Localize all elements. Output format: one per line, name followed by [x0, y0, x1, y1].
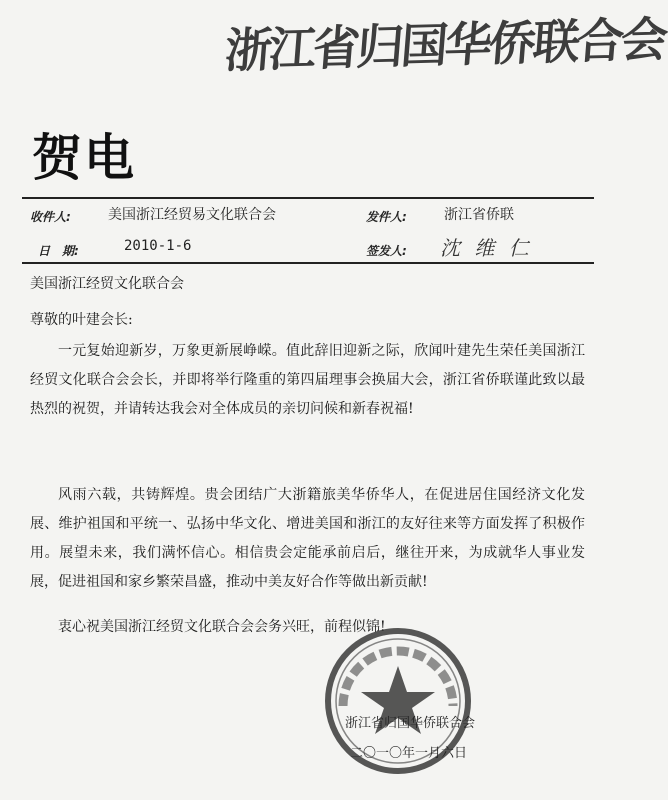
- signer-signature: 沈 维 仁: [440, 236, 533, 260]
- recipient-value: 美国浙江经贸易文化联合会: [108, 207, 276, 223]
- header-bottom-rule: [22, 262, 594, 264]
- recipient-label: 收件人:: [30, 210, 71, 224]
- salutation: 尊敬的叶建会长:: [30, 312, 133, 328]
- letterhead-org-name: 浙江省归国华侨联合会: [222, 12, 668, 80]
- closing-organization: 浙江省归国华侨联合会: [345, 716, 476, 731]
- paragraph-1: 一元复始迎新岁，万象更新展峥嵘。值此辞旧迎新之际，欣闻叶建先生荣任美国浙江经贸文化联合会会长，并即将举行隆重的第四届理事会换届大会，浙江省侨联谨此致以最热烈的祝贺，并请转达我会对全体成员的亲切问候和新春祝福!: [30, 343, 585, 417]
- document-title: 贺电: [32, 129, 136, 187]
- date-value: 2010-1-6: [124, 238, 192, 254]
- closing-date: 二〇一〇年一月六日: [350, 746, 468, 761]
- header-top-rule: [22, 197, 594, 199]
- paragraph-2: 风雨六载，共铸辉煌。贵会团结广大浙籍旅美华侨华人，在促进居住国经济文化发展、维护祖国和平统一、弘扬中华文化、增进美国和浙江的友好往来等方面发挥了积极作用。展望未来，我们满怀信心。相信贵会定能承前启后，继往开来，为成就华人事业发展，促进祖国和家乡繁荣昌盛，推动中美友好合作等做出新贡献!: [30, 487, 585, 590]
- signer-label: 签发人:: [366, 244, 407, 258]
- sender-label: 发件人:: [366, 210, 407, 224]
- addressee: 美国浙江经贸文化联合会: [30, 276, 184, 292]
- date-label: 日 期:: [38, 244, 79, 258]
- paragraph-3: 衷心祝美国浙江经贸文化联合会会务兴旺，前程似锦!: [58, 619, 386, 635]
- sender-value: 浙江省侨联: [444, 207, 514, 223]
